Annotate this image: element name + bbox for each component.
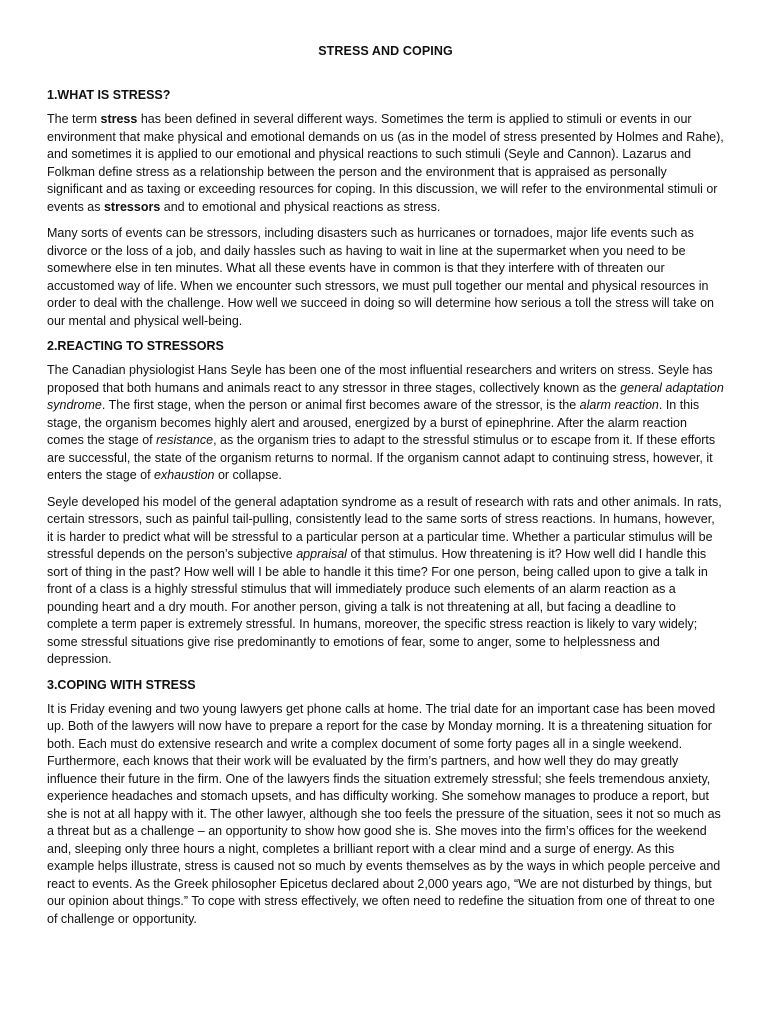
section-heading: 2.REACTING TO STRESSORS <box>47 339 224 353</box>
paragraph <box>47 111 724 216</box>
text-run: . In this stage, the organism becomes highly alert and aroused, energized by a burst of epinephrine. After the alarm reaction comes the stage of <box>47 398 700 447</box>
text-run: of that stimulus. How threatening is it? How well did I handle this sort of thing in the past? How well will I be able to handle it this time? For one person, being called upon to give a talk in front of a class is a highly stressful stimulus that will immediately produce such elements of an alarm reaction as a pounding heart and a dry mouth. For another person, giving a talk is not threatening at all, but facing a deadline to complete a term paper is extremely stressful. In humans, moreover, the specific stress reaction is likely to vary widely; some stressful situations give rise predominantly to emotions of fear, some to anger, some to helplessness and depression. <box>47 547 708 666</box>
bold-term: stressors <box>103 199 161 214</box>
text-run: , as the organism tries to adapt to the stressful stimulus or to escape from it. If these efforts are successful, the state of the organism returns to normal. If the organism cannot adapt to continuing stress, however, it enters the stage of <box>47 433 716 482</box>
text-run: The term <box>47 112 101 126</box>
text-run: . The first stage, when the person or animal first becomes aware of the stressor, is the <box>101 398 580 412</box>
section <box>47 678 724 929</box>
italic-term: exhaustion <box>154 468 215 482</box>
paragraph <box>47 225 724 330</box>
section <box>47 339 724 669</box>
italic-term: appraisal <box>296 547 347 561</box>
document-title: STRESS AND COPING <box>318 44 453 58</box>
text-run: It is Friday evening and two young lawyers get phone calls at home. The trial date for an important case has been moved up. Both of the lawyers will now have to prepare a report for the case by Monday morning. It is a threatening situation for both. Each must do extensive research and write a complex document of some forty pages all in a single weekend. Furthermore, each knows that their work will be evaluated by the firm’s partners, and how well they do may greatly influence their future in the firm. One of the lawyers finds the situation extremely stressful; she feels tremendous anxiety, experience headaches and stomach upsets, and has difficulty working. She somehow manages to produce a report, but she is not at all happy with it. The other lawyer, although she too feels the pressure of the situation, sees it not so much as a threat but as a challenge – an opportunity to show how good she is. She moves into the firm’s offices for the weekend and, sleeping only three hours a night, completes a brilliant report with a clear mind and a surge of energy. As this example helps illustrate, stress is caused not so much by events themselves as by the ways in which people perceive and react to events. As the Greek philosopher Epicetus declared about 2,000 years ago, “We are not disturbed by things, but our opinion about things.” To cope with stress effectively, we often need to redefine the situation from one of threat to one of challenge or opportunity. <box>47 701 721 926</box>
text-run: Many sorts of events can be stressors, including disasters such as hurricanes or tornadoes, major life events such as divorce or the loss of a job, and daily hassles such as having to wait in line at the supermarket when you need to be somewhere else in ten minutes. What all these events have in common is that they interfere with of threaten our accustomed way of life. When we encounter such stressors, we must pull together our mental and physical resources in order to deal with the challenge. How well we succeed in doing so will determine how serious a toll the stress will take on our mental and physical well-being. <box>47 226 715 328</box>
italic-term: resistance <box>156 433 214 447</box>
text-run: The Canadian physiologist Hans Seyle has been one of the most influential researchers and writers on stress. Seyle has proposed that both humans and animals react to any stressor in three stages, collectively known as the <box>47 363 713 395</box>
text-run: Seyle developed his model of the general adaptation syndrome as a result of research with rats and other animals. In rats, certain stressors, such as painful tail-pulling, consistently lead to the same sorts of stress reactions. In humans, however, it is harder to predict what will be stressful to a particular person at a particular time. Whether a particular stimulus will be stressful depends on the person’s subjective <box>47 494 722 561</box>
paragraph <box>47 362 724 485</box>
section-heading: 1.WHAT IS STRESS? <box>47 88 171 102</box>
section <box>47 88 724 330</box>
text-run: has been defined in several different ways. Sometimes the term is applied to stimuli or events in our environment that make physical and emotional demands on us (as in the model of stress presented by Holmes and Rahe), and sometimes it is applied to our emotional and physical reactions to such stimuli (Seyle and Cannon). Lazarus and Folkman define stress as a relationship between the person and the environment that is appraised as personally significant and as taxing or exceeding resources for coping. In this discussion, we will refer to the environmental stimuli or events as <box>47 112 724 214</box>
section-heading: 3.COPING WITH STRESS <box>47 677 196 692</box>
document-body <box>47 88 724 928</box>
italic-term: general adaptation syndrome <box>47 380 724 412</box>
text-run: and to emotional and physical reactions as stress. <box>160 199 441 214</box>
paragraph <box>47 701 724 929</box>
text-run: or collapse. <box>214 468 282 482</box>
bold-term: stress <box>100 112 138 126</box>
italic-term: alarm reaction <box>579 398 659 412</box>
paragraph <box>47 494 724 669</box>
